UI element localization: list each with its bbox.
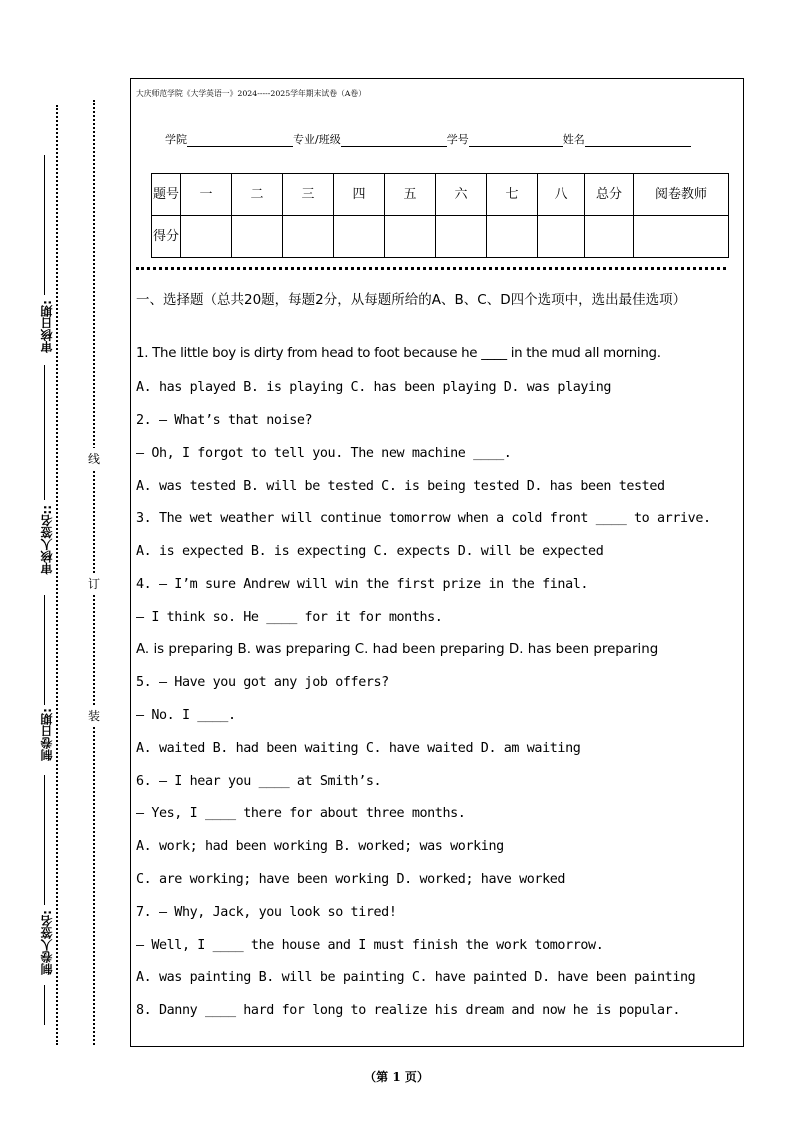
exam-title: 大庆师范学院《大学英语一》2024-----2025学年期末试卷（A卷）: [136, 89, 367, 98]
review-date-label: 审核日期:: [40, 300, 54, 353]
col-total: 总分: [585, 174, 634, 216]
question-line: A. work; had been working B. worked; was working: [136, 839, 504, 854]
margin-line-2: [44, 365, 45, 500]
question-line: C. are working; have been working D. worked; have worked: [136, 872, 566, 887]
question-number-header: 题号: [152, 174, 181, 216]
major-field[interactable]: [341, 134, 447, 147]
grader-header: 阅卷教师: [634, 174, 729, 216]
col-2: 二: [232, 174, 283, 216]
score-cell[interactable]: [334, 216, 385, 258]
score-cell[interactable]: [436, 216, 487, 258]
score-row-header: 得分: [152, 216, 181, 258]
dotted-separator: [136, 267, 726, 270]
maker-sign-label: 制卷人签名:: [40, 910, 54, 975]
question-line: A. has played B. is playing C. has been playing D. was playing: [136, 380, 612, 395]
margin-line-3: [44, 595, 45, 705]
page-number: （第 1 页）: [364, 1070, 429, 1084]
student-id-field[interactable]: [469, 134, 563, 147]
question-line: 8. Danny ____ hard for long to realize his dream and now he is popular.: [136, 1003, 680, 1018]
score-table: [151, 173, 729, 258]
score-cell[interactable]: [181, 216, 232, 258]
question-line: 5. — Have you got any job offers?: [136, 675, 389, 690]
college-field[interactable]: [187, 134, 293, 147]
score-cell[interactable]: [487, 216, 538, 258]
reviewer-sign-label: 审核人签名::: [40, 505, 54, 575]
question-line: — Oh, I forgot to tell you. The new machine ____.: [136, 446, 512, 461]
question-line: A. was painting B. will be painting C. have painted D. have been painting: [136, 970, 696, 985]
question-line: 1. The little boy is dirty from head to foot because he ____ in the mud all morning.: [136, 346, 661, 361]
binding-char-seal: 装: [88, 705, 100, 726]
question-line: — Well, I ____ the house and I must finish the work tomorrow.: [136, 938, 604, 953]
question-line: — Yes, I ____ there for about three months.: [136, 806, 466, 821]
col-4: 四: [334, 174, 385, 216]
margin-line-5: [44, 985, 45, 1025]
score-cell[interactable]: [232, 216, 283, 258]
question-line: — I think so. He ____ for it for months.: [136, 610, 443, 625]
question-line: 6. — I hear you ____ at Smith’s.: [136, 774, 382, 789]
margin-line-1: [44, 155, 45, 295]
question-line: 2. — What’s that noise?: [136, 413, 313, 428]
question-line: — No. I ____.: [136, 708, 236, 723]
major-label: 专业/班级: [293, 133, 341, 146]
margin-line-4: [44, 775, 45, 905]
col-6: 六: [436, 174, 487, 216]
col-5: 五: [385, 174, 436, 216]
question-line: 7. — Why, Jack, you look so tired!: [136, 905, 397, 920]
question-line: A. was tested B. will be tested C. is being tested D. has been tested: [136, 479, 665, 494]
score-cell[interactable]: [385, 216, 436, 258]
name-field[interactable]: [585, 134, 691, 147]
left-dotted-line: [56, 105, 58, 1045]
student-info-row: [165, 131, 691, 147]
question-line: A. is expected B. is expecting C. expects D. will be expected: [136, 544, 604, 559]
question-line: 3. The wet weather will continue tomorrow when a cold front ____ to arrive.: [136, 511, 711, 526]
grader-cell[interactable]: [634, 216, 729, 258]
score-cell[interactable]: [538, 216, 585, 258]
binding-char-bind: 订: [88, 573, 100, 594]
question-line: A. waited B. had been waiting C. have waited D. am waiting: [136, 741, 581, 756]
score-cell[interactable]: [283, 216, 334, 258]
question-line: A. is preparing B. was preparing C. had been preparing D. has been preparing: [136, 642, 659, 657]
section-1-heading: 一、选择题（总共20题，每题2分，从每题所给的A、B、C、D四个选项中，选出最佳选项）: [136, 292, 687, 308]
student-id-label: 学号: [446, 133, 469, 146]
name-label: 姓名: [562, 133, 585, 146]
binding-char-line: 线: [88, 448, 100, 469]
make-date-label: 制卷日期:: [40, 708, 54, 761]
question-line: 4. — I’m sure Andrew will win the first prize in the final.: [136, 577, 589, 592]
college-label: 学院: [165, 133, 187, 146]
col-1: 一: [181, 174, 232, 216]
col-7: 七: [487, 174, 538, 216]
col-3: 三: [283, 174, 334, 216]
score-cell-total[interactable]: [585, 216, 634, 258]
col-8: 八: [538, 174, 585, 216]
